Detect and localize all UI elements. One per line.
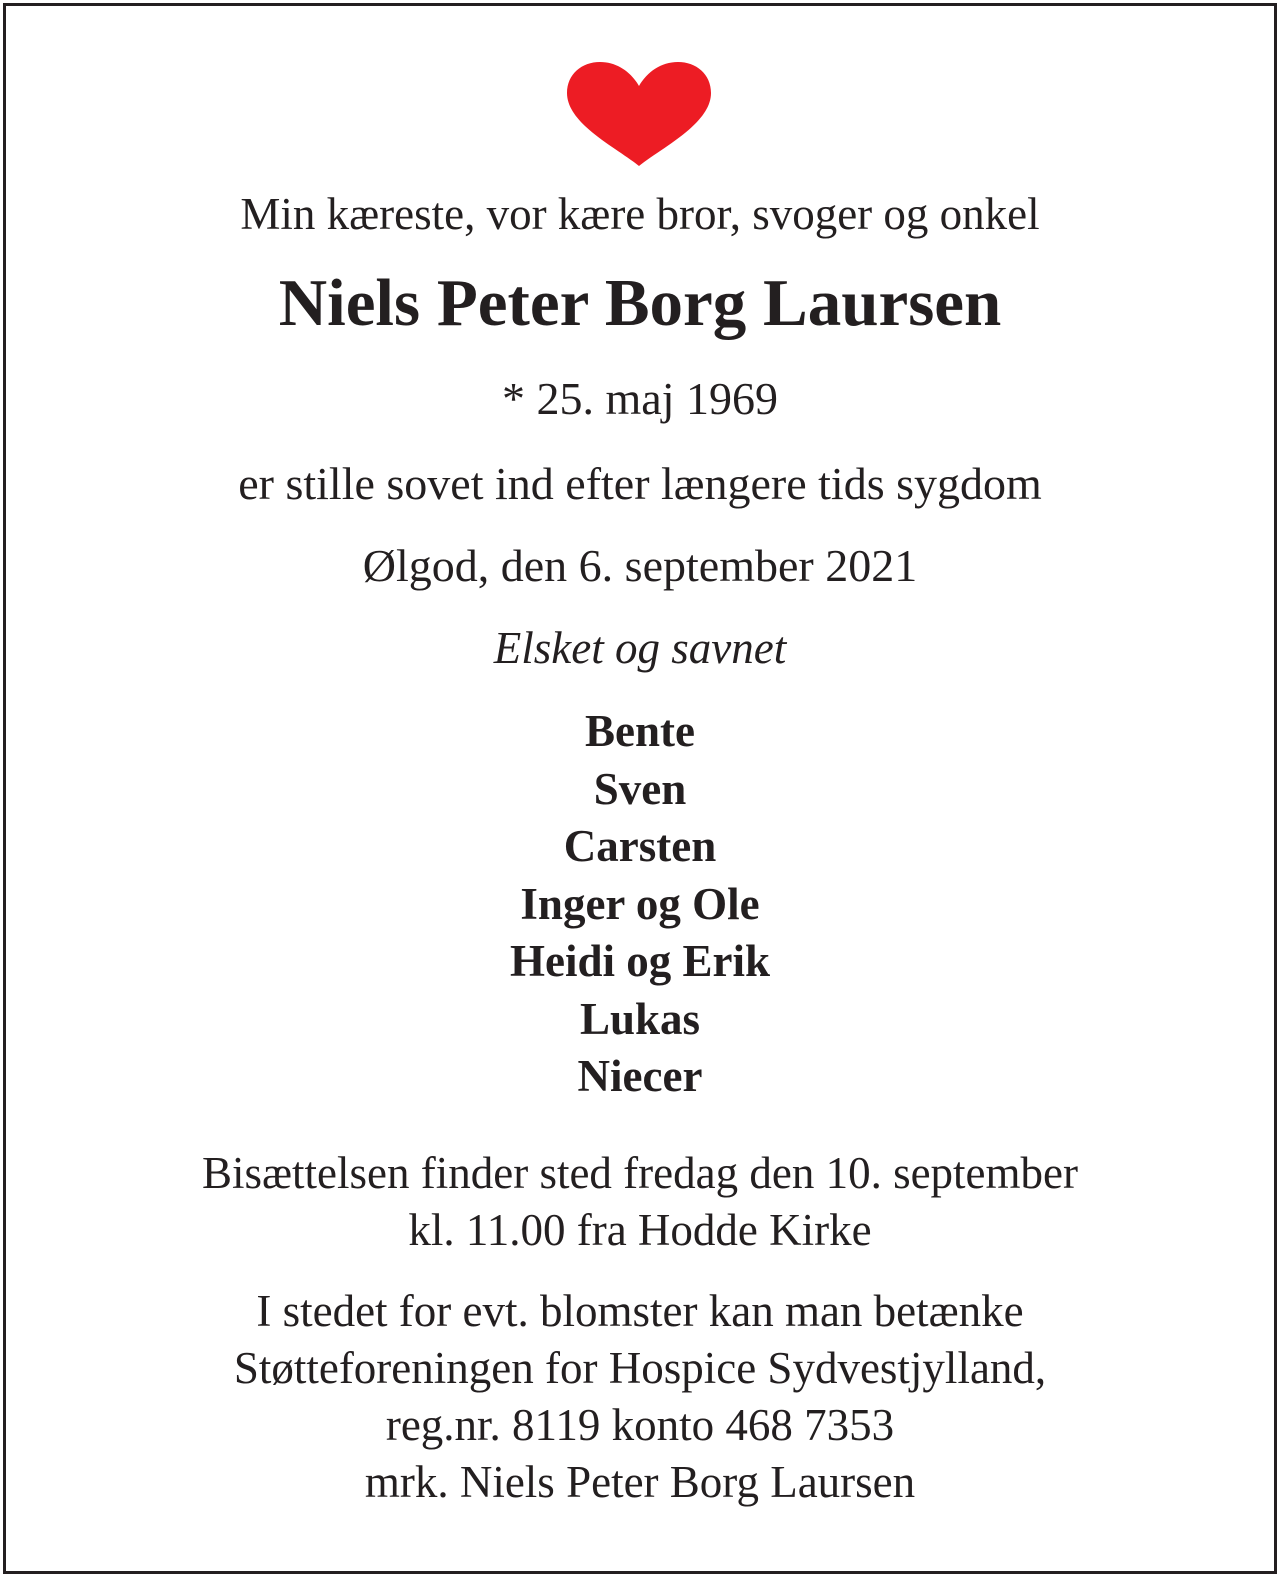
- deceased-name: Niels Peter Borg Laursen: [278, 266, 1002, 340]
- family-member: Niecer: [577, 1051, 703, 1101]
- family-member: Carsten: [563, 821, 717, 871]
- funeral-info: [0, 1145, 1280, 1259]
- family-member: Lukas: [579, 993, 701, 1044]
- family-list: [0, 703, 1280, 1106]
- family-member: Sven: [593, 763, 687, 814]
- birth-date: * 25. maj 1969: [502, 373, 778, 424]
- donation-info: [0, 1283, 1280, 1511]
- family-member: Heidi og Erik: [509, 936, 771, 986]
- heart-icon: [567, 62, 711, 166]
- donation-line: reg.nr. 8119 konto 468 7353: [385, 1400, 895, 1450]
- funeral-line: kl. 11.00 fra Hodde Kirke: [408, 1205, 872, 1255]
- funeral-line: Bisættelsen finder sted fredag den 10. september: [201, 1148, 1078, 1198]
- death-notice: er stille sovet ind efter længere tids sygdom: [238, 458, 1042, 509]
- donation-line: Støtteforeningen for Hospice Sydvestjylland,: [233, 1343, 1047, 1393]
- intro-line: Min kæreste, vor kære bror, svoger og onkel: [240, 189, 1040, 239]
- place-date: Ølgod, den 6. september 2021: [362, 540, 918, 591]
- donation-line: I stedet for evt. blomster kan man betænke: [256, 1286, 1024, 1336]
- donation-line: mrk. Niels Peter Borg Laursen: [364, 1457, 916, 1507]
- family-member: Inger og Ole: [520, 878, 760, 929]
- loved-missed: Elsket og savnet: [493, 623, 787, 673]
- family-member: Bente: [585, 706, 695, 756]
- heart-shape: [567, 62, 711, 166]
